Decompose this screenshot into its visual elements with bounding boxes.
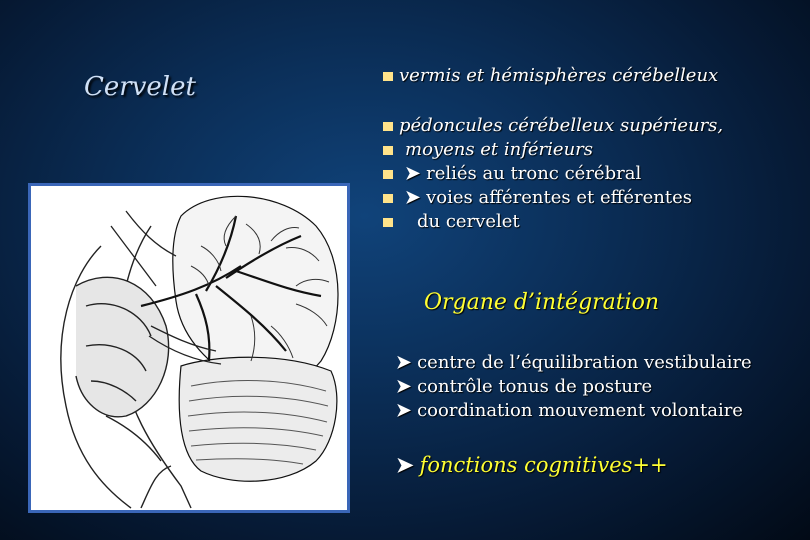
function-item bbox=[396, 352, 752, 373]
square-bullet-icon bbox=[383, 170, 393, 179]
bullet-item-cervelet bbox=[383, 211, 520, 232]
cognitive-item bbox=[396, 452, 668, 477]
bullet-item-vermis bbox=[383, 65, 718, 86]
square-bullet-icon bbox=[383, 218, 393, 227]
arrow-icon: ➤ bbox=[405, 163, 421, 184]
function-text: contrôle tonus de posture bbox=[417, 376, 653, 397]
arrow-icon: ➤ bbox=[396, 452, 414, 477]
cerebellum-illustration bbox=[28, 183, 350, 513]
bullet-text: voies afférentes et efférentes bbox=[426, 187, 693, 208]
bullet-text: pédoncules cérébelleux supérieurs, bbox=[399, 115, 724, 136]
cerebellum-drawing bbox=[31, 186, 347, 510]
function-item bbox=[396, 376, 652, 397]
square-bullet-icon bbox=[383, 146, 393, 155]
bullet-text: vermis et hémisphères cérébelleux bbox=[399, 65, 719, 86]
bullet-text: reliés au tronc cérébral bbox=[426, 163, 642, 184]
slide-title: Cervelet bbox=[84, 72, 196, 102]
square-bullet-icon bbox=[383, 122, 393, 131]
bullet-text: moyens et inférieurs bbox=[405, 139, 593, 160]
square-bullet-icon bbox=[383, 194, 393, 203]
bullet-item-voies bbox=[383, 187, 692, 208]
bullet-item-relies bbox=[383, 163, 641, 184]
bullet-text: du cervelet bbox=[417, 211, 520, 232]
arrow-icon: ➤ bbox=[396, 400, 412, 421]
function-item bbox=[396, 400, 743, 421]
cognitive-text: fonctions cognitives++ bbox=[419, 453, 668, 477]
function-text: coordination mouvement volontaire bbox=[417, 400, 743, 421]
bullet-item-moyens bbox=[383, 139, 593, 160]
arrow-icon: ➤ bbox=[405, 187, 421, 208]
square-bullet-icon bbox=[383, 72, 393, 81]
organe-heading: Organe d’intégration bbox=[424, 290, 660, 315]
function-text: centre de l’équilibration vestibulaire bbox=[417, 352, 752, 373]
arrow-icon: ➤ bbox=[396, 352, 412, 373]
bullet-item-pedoncules bbox=[383, 115, 723, 136]
arrow-icon: ➤ bbox=[396, 376, 412, 397]
